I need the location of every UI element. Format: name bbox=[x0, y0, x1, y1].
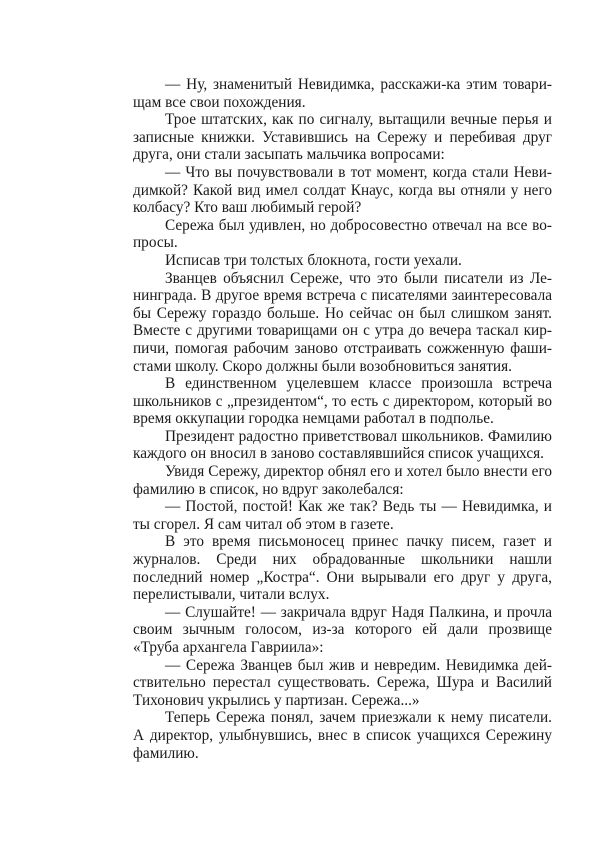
paragraph: Теперь Сережа понял, зачем приезжали к нему писатели. А директор, улыбнувшись, внес в список учащихся Сережину фамилию. bbox=[133, 709, 552, 762]
paragraph: — Слушайте! — закричала вдруг Надя Палкина, и прочла своим зычным голосом, из-за которого ей дали прозвище «Труба архангела Гавриила»: bbox=[133, 603, 552, 656]
paragraph: Президент радостно приветствовал школьников. Фамилию каждого он вносил в заново составлявшийся список учащихся. bbox=[133, 427, 552, 463]
paragraph: — Ну, знаменитый Невидимка, расскажи-ка этим товарищам все свои похождения. bbox=[133, 76, 552, 111]
paragraph: Сережа был удивлен, но добросовестно отвечал на все вопросы. bbox=[133, 216, 552, 252]
paragraph: Исписав три толстых блокнота, гости уехали. bbox=[165, 251, 462, 269]
paragraph: — Постой, постой! Как же так? Ведь ты — Невидимка, и ты сгорел. Я сам читал об этом в газете. bbox=[133, 498, 552, 533]
text-body bbox=[133, 76, 552, 762]
paragraph: Увидя Сережу, директор обнял его и хотел было внести его фамилию в список, но вдруг заколебался: bbox=[133, 463, 552, 498]
paragraph: В это время письмоносец принес пачку писем, газет и журналов. Среди них обрадованные школьники нашли последний номер „Костра“. Они вырывали его друг у друга, перелистывали, читали вслух. bbox=[133, 533, 552, 604]
paragraph: — Что вы почувствовали в тот момент, когда стали Невидимкой? Какой вид имел солдат Кнаус, когда вы отняли у него колбасу? Кто ваш любимый герой? bbox=[133, 163, 552, 217]
paragraph: В единственном уцелевшем классе произошла встреча школьников с „президентом“, то есть с директором, который во время оккупации городка немцами работал в подполье. bbox=[133, 375, 552, 428]
paragraph: Трое штатских, как по сигналу, вытащили вечные перья и записные книжки. Уставившись на Сережу и перебивая друг друга, они стали засыпать мальчика вопросами: bbox=[133, 111, 552, 164]
paragraph: Званцев объяснил Сереже, что это были писатели из Ленинграда. В другое время встреча с писателями заинтересовала бы Сережу гораздо больше. Но сейчас он был слишком занят. Вместе с другими товарищами он с утра до вечера таскал кирпичи, помогая рабочим заново отстраивать сожженную фашистами школу. Скоро должны были возобновиться занятия. bbox=[133, 269, 552, 375]
paragraph: — Сережа Званцев был жив и невредим. Невидимка действительно перестал существовать. Сережа, Шура и Василий Тихонович укрылись у партизан. Сережа...» bbox=[133, 656, 552, 709]
